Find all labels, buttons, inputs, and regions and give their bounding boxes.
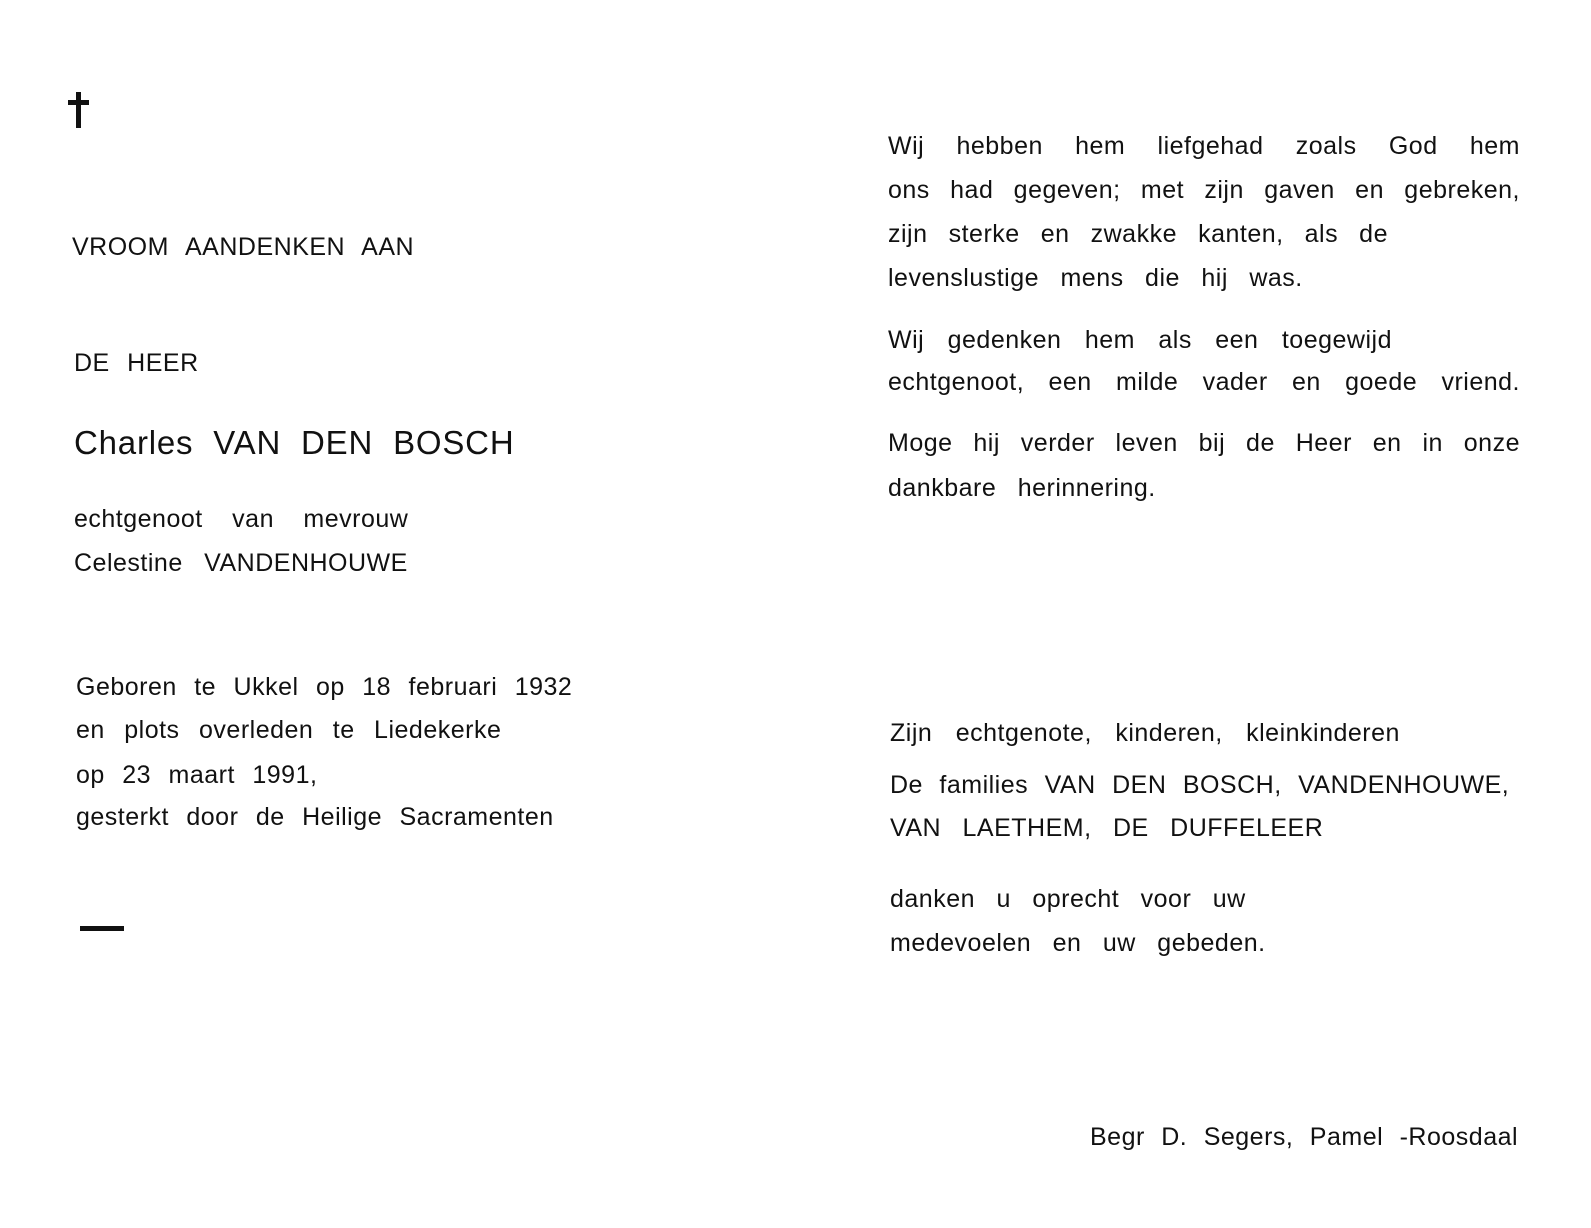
tribute-p1-line-4: levenslustige mens die hij was. — [888, 264, 1303, 292]
tribute-p1-line-2: ons had gegeven; met zijn gaven en gebreken, — [888, 176, 1520, 204]
heading-vroom-aandenken: VROOM AANDENKEN AAN — [72, 233, 415, 261]
title-de-heer: DE HEER — [74, 349, 199, 377]
tribute-p1-line-3: zijn sterke en zwakke kanten, als de — [888, 220, 1388, 248]
bio-line-3: op 23 maart 1991, — [76, 761, 318, 789]
cross-icon — [66, 92, 92, 130]
printer-credit: Begr D. Segers, Pamel -Roosdaal — [1090, 1123, 1519, 1151]
family-line-1: Zijn echtgenote, kinderen, kleinkinderen — [890, 719, 1400, 747]
bio-line-4: gesterkt door de Heilige Sacramenten — [76, 803, 554, 831]
spouse-line-1: echtgenoot van mevrouw — [74, 505, 409, 533]
tribute-p1-line-1: Wij hebben hem liefgehad zoals God hem — [888, 132, 1520, 160]
tribute-p2-line-1: Wij gedenken hem als een toegewijd — [888, 326, 1392, 354]
spouse-line-2: Celestine VANDENHOUWE — [74, 549, 408, 577]
bio-line-1: Geboren te Ukkel op 18 februari 1932 — [76, 673, 573, 701]
cross-vertical-bar — [76, 92, 81, 128]
thanks-line-2: medevoelen en uw gebeden. — [890, 929, 1266, 957]
deceased-name: Charles VAN DEN BOSCH — [74, 424, 515, 461]
cross-horizontal-bar — [68, 100, 89, 105]
tribute-p3-line-1: Moge hij verder leven bij de Heer en in onze — [888, 429, 1520, 457]
bio-line-2: en plots overleden te Liedekerke — [76, 716, 502, 744]
family-line-3: VAN LAETHEM, DE DUFFELEER — [890, 814, 1324, 842]
tribute-p3-line-2: dankbare herinnering. — [888, 474, 1156, 502]
thanks-line-1: danken u oprecht voor uw — [890, 885, 1246, 913]
family-line-2: De families VAN DEN BOSCH, VANDENHOUWE, — [890, 771, 1510, 799]
tribute-p2-line-2: echtgenoot, een milde vader en goede vriend. — [888, 368, 1520, 396]
dash-divider — [80, 926, 124, 931]
